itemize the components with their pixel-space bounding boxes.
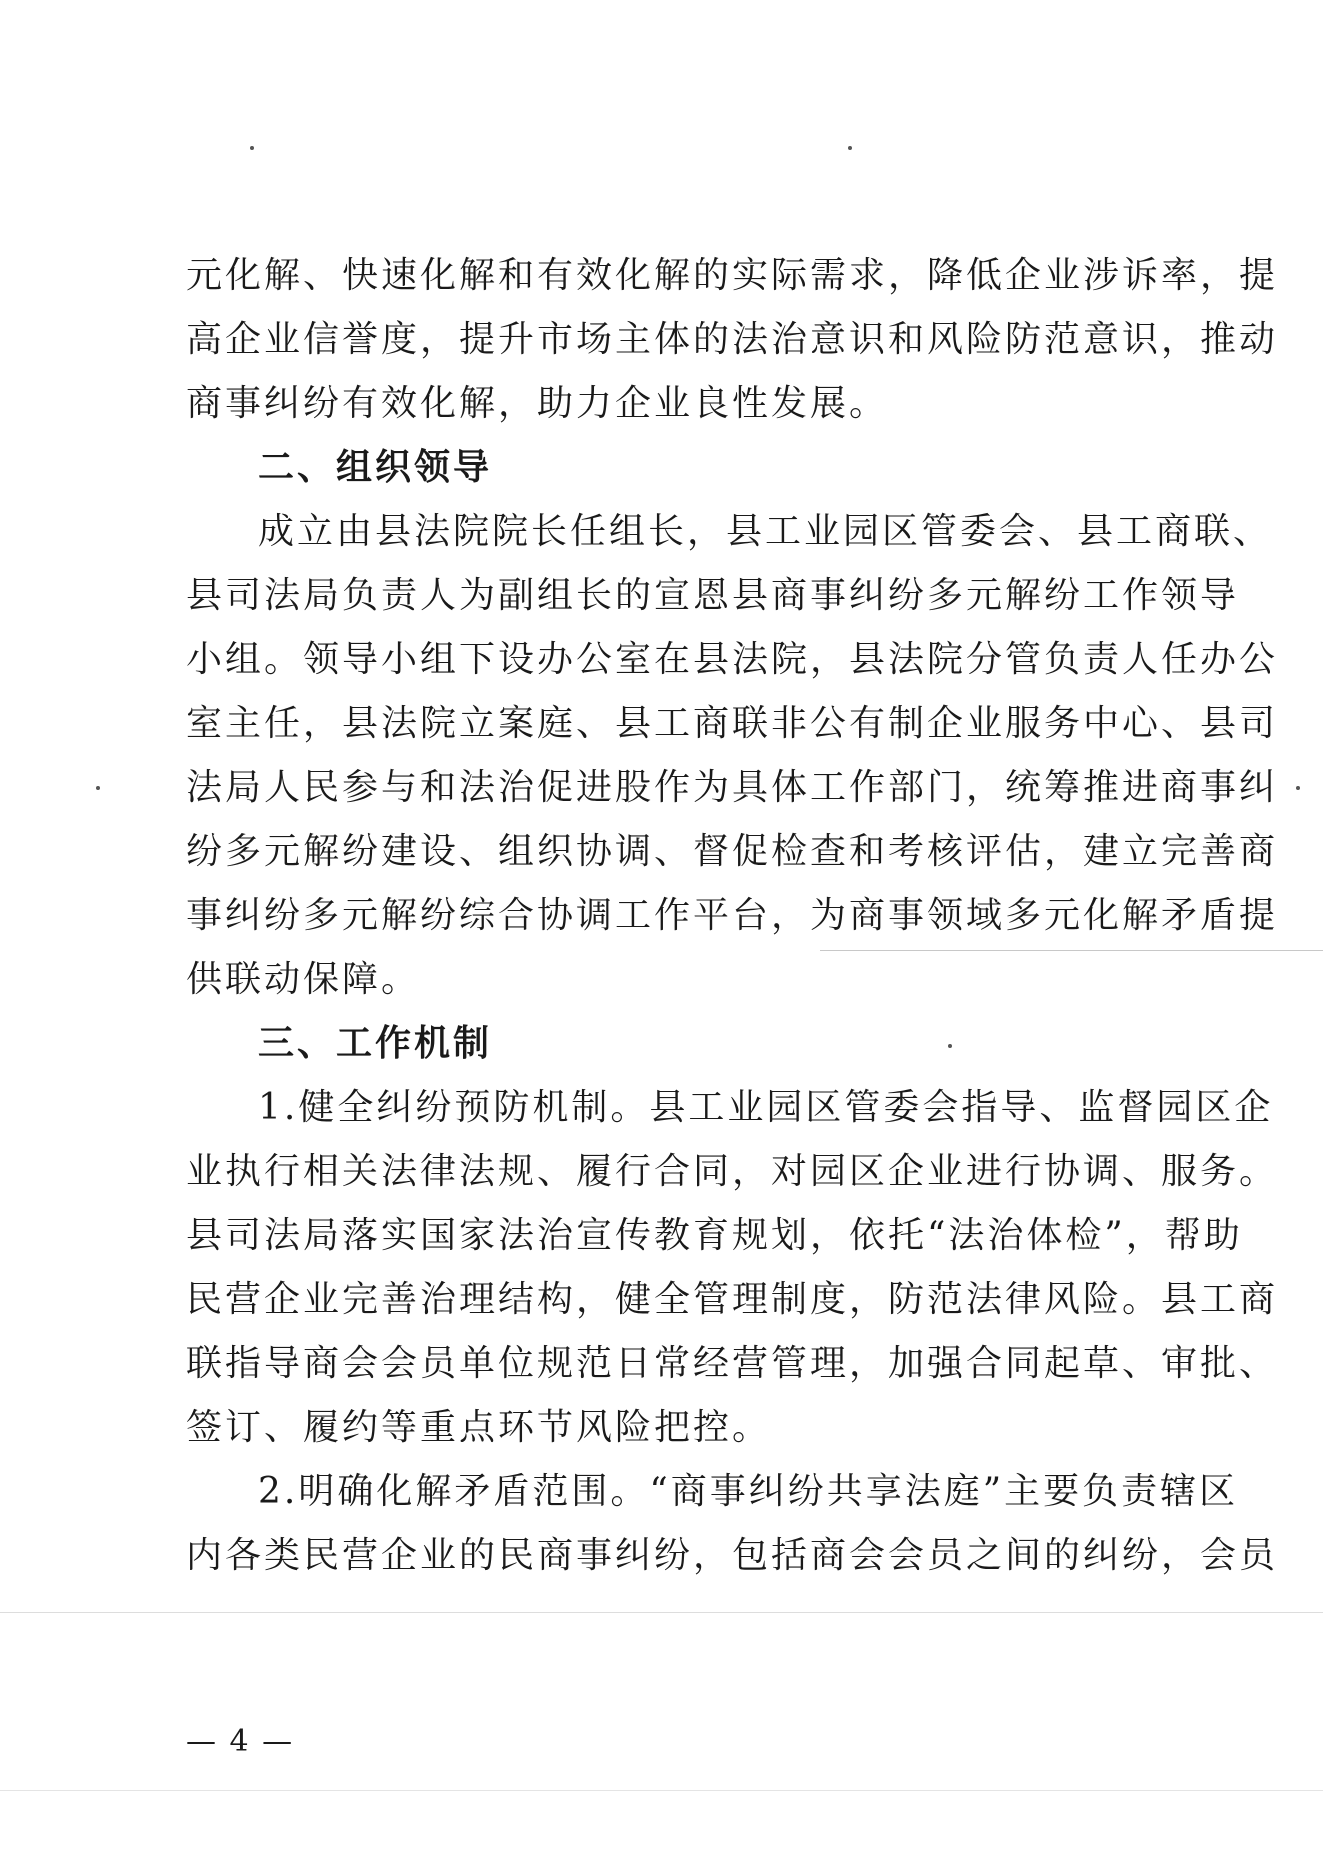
scan-artifact-dot	[948, 1044, 952, 1048]
text-line: 法局人民参与和法治促进股作为具体工作部门，统筹推进商事纠	[186, 767, 1279, 808]
text-line: 民营企业完善治理结构，健全管理制度，防范法律风险。县工商	[186, 1279, 1279, 1320]
text-line: 内各类民营企业的民商事纠纷，包括商会会员之间的纠纷，会员	[186, 1535, 1279, 1576]
scan-artifact-line	[820, 950, 1323, 951]
text-line: 小组。领导小组下设办公室在县法院，县法院分管负责人任办公	[186, 639, 1279, 680]
page-number: — 4 —	[186, 1724, 295, 1759]
text-line: 纷多元解纷建设、组织协调、督促检查和考核评估，建立完善商	[186, 831, 1279, 872]
text-line: 高企业信誉度，提升市场主体的法治意识和风险防范意识，推动	[186, 319, 1279, 360]
scan-artifact-line	[0, 1612, 1323, 1613]
text-line: 1.健全纠纷预防机制。县工业园区管委会指导、监督园区企	[258, 1087, 1274, 1128]
scan-artifact-dot	[848, 146, 852, 150]
document-body	[186, 244, 1279, 1588]
text-line: 业执行相关法律法规、履行合同，对园区企业进行协调、服务。	[186, 1151, 1279, 1192]
section-heading: 三、工作机制	[258, 1023, 493, 1064]
text-line: 室主任，县法院立案庭、县工商联非公有制企业服务中心、县司	[186, 703, 1279, 744]
scan-artifact-dot	[96, 786, 100, 790]
text-line: 2.明确化解矛盾范围。“商事纠纷共享法庭”主要负责辖区	[258, 1471, 1239, 1512]
text-line: 成立由县法院院长任组长，县工业园区管委会、县工商联、	[258, 511, 1273, 552]
text-line: 县司法局落实国家法治宣传教育规划，依托“法治体检”，帮助	[186, 1215, 1243, 1256]
section-heading: 二、组织领导	[258, 447, 493, 488]
scan-artifact-dot	[250, 146, 254, 150]
scan-artifact-line	[0, 1790, 1323, 1791]
text-line: 商事纠纷有效化解，助力企业良性发展。	[186, 383, 889, 424]
text-line: 供联动保障。	[186, 959, 421, 1000]
text-line: 事纠纷多元解纷综合协调工作平台，为商事领域多元化解矛盾提	[186, 895, 1279, 936]
scan-artifact-dot	[1296, 786, 1300, 790]
text-line: 签订、履约等重点环节风险把控。	[186, 1407, 772, 1448]
text-line: 县司法局负责人为副组长的宣恩县商事纠纷多元解纷工作领导	[186, 575, 1240, 616]
text-line: 元化解、快速化解和有效化解的实际需求，降低企业涉诉率，提	[186, 255, 1279, 296]
text-line: 联指导商会会员单位规范日常经营管理，加强合同起草、审批、	[186, 1343, 1279, 1384]
